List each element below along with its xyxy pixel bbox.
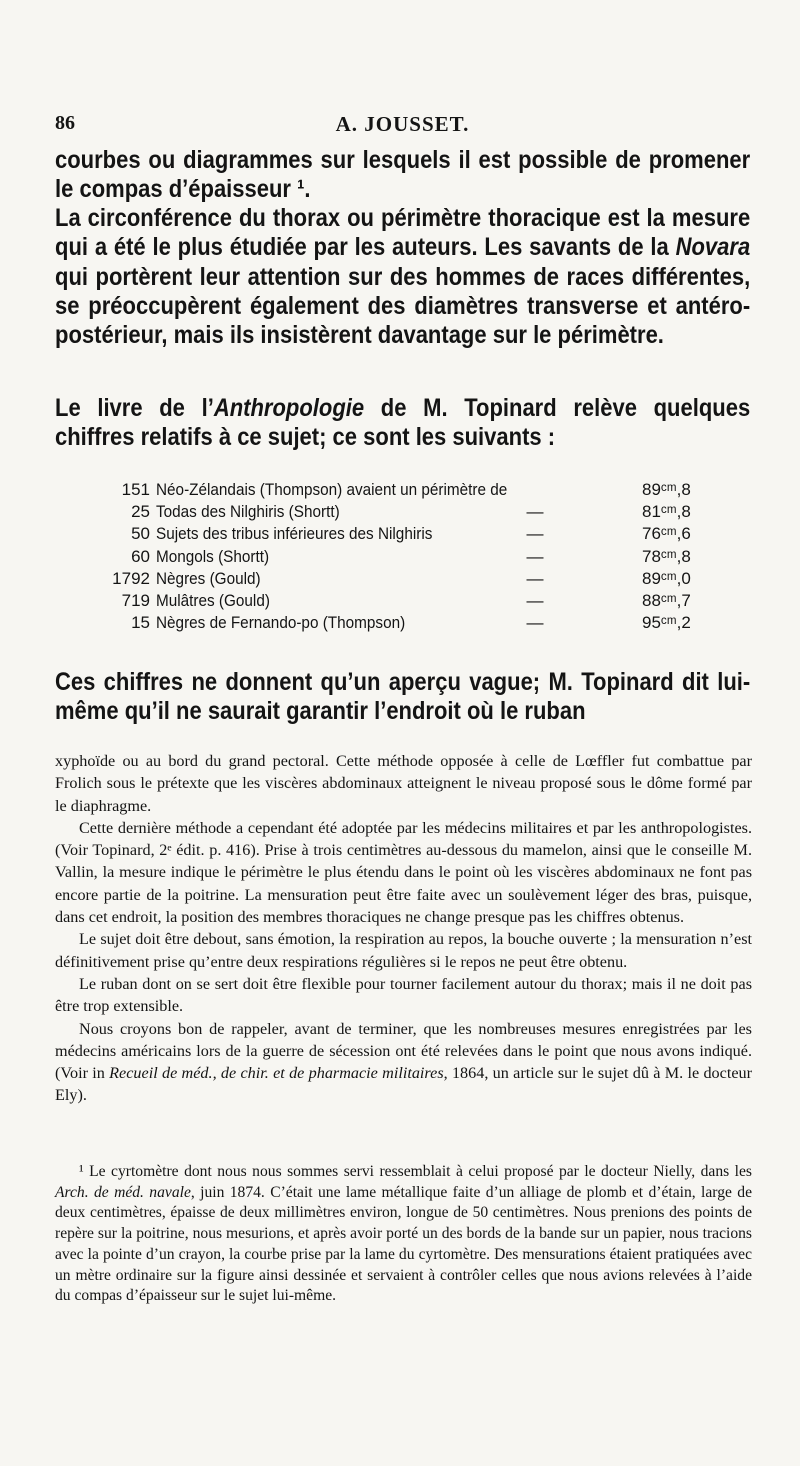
paragraph-2 [55, 204, 750, 350]
novara-italic: Novara [675, 233, 751, 262]
paragraph-3-start: Le livre de l’ [55, 394, 214, 422]
row-ditto: — [526, 502, 544, 522]
row-description: Mongols (Shortt) [156, 546, 270, 566]
small-paragraph-4: Le ruban dont on se sert doit être flexible pour tourner facilement autour du thorax; mais il ne doit pas être trop extensible. [55, 974, 752, 1016]
row-ditto: — [526, 568, 544, 588]
page-number: 86 [55, 112, 75, 134]
row-ditto: — [526, 590, 544, 610]
row-ditto: — [526, 524, 544, 544]
paragraph-1-text: courbes ou diagrammes sur lesquels il est possible de promener le compas d’épaisseur ¹. [55, 146, 751, 204]
row-value: 76ᶜᵐ,6 [642, 524, 691, 544]
row-ditto: — [526, 546, 544, 566]
small-paragraph-5-end: , 1864, un article sur le sujet dû à M. le docteur Ely). [55, 1064, 752, 1105]
table-row [100, 591, 720, 613]
row-count: 1792 [112, 568, 150, 588]
row-count: 719 [121, 590, 150, 610]
row-value: 78ᶜᵐ,8 [642, 546, 691, 566]
footnote [55, 1162, 752, 1307]
row-value: 88ᶜᵐ,7 [642, 590, 691, 610]
row-count: 15 [131, 613, 150, 633]
paragraph-4-text: Ces chiffres ne donnent qu’un aperçu vague; M. Topinard dit lui-même qu’il ne saurait garantir l’endroit où le ruban [55, 668, 751, 726]
row-count: 25 [131, 502, 150, 522]
row-description: Néo-Zélandais (Thompson) avaient un périmètre de [156, 480, 508, 499]
table-row [100, 502, 720, 524]
small-paragraph-1: xyphoïde ou au bord du grand pectoral. Cette méthode opposée à celle de Lœffler fut combattue par Frolich sous le prétexte que les viscères abdominaux atteignent le niveau proposé sous le dôme formé par le diaphragme. [55, 752, 752, 815]
table-row [100, 480, 720, 502]
row-description: Mulâtres (Gould) [156, 590, 270, 610]
row-count: 50 [131, 524, 150, 544]
paragraph-3 [55, 394, 750, 453]
paragraph-3-end: de M. Topinard relève quelques chiffres relatifs à ce sujet; ce sont les suivants : [55, 394, 751, 452]
row-description: Nègres de Fernando-po (Thompson) [156, 613, 406, 633]
table-row [100, 524, 720, 546]
arch-med-italic: Arch. de méd. navale [55, 1183, 191, 1201]
row-description: Todas des Nilghiris (Shortt) [156, 502, 340, 522]
row-count: 60 [131, 546, 150, 566]
row-value: 95ᶜᵐ,2 [642, 613, 691, 633]
row-ditto: — [526, 613, 544, 633]
anthropologie-italic: Anthropologie [213, 394, 365, 422]
paragraph-1 [55, 146, 750, 205]
small-paragraph-3: Le sujet doit être debout, sans émotion, la respiration au repos, la bouche ouverte ; la mensuration n’est définitivement prise qu’entre deux respirations régulières si le repos ne peut être obtenu. [55, 930, 752, 971]
running-title: A. JOUSSET. [335, 112, 470, 136]
row-description: Sujets des tribus inférieures des Nilghiris [156, 524, 433, 544]
small-paragraph-2: Cette dernière méthode a cependant été adoptée par les médecins militaires et par les anthropologistes. (Voir Topinard, 2ᵉ édit. p. 416). Prise à trois centimètres au-dessous du mamelon, ainsi que le conseille M. Vallin, la mesure indique le périmètre le plus étendu dans le point où les viscères abdominaux ne font pas encore partie de la poitrine. La mensuration peut être faite avec un soulèvement léger des bras, puisque, dans cet endroit, la position des membres thoraciques ne change presque pas les chiffres obtenus. [55, 818, 752, 927]
row-count: 151 [121, 480, 150, 499]
footnote-end: , juin 1874. C’était une lame métallique faite d’un alliage de plomb et d’étain, large de deux centimètres, épaisse de deux millimètres environ, longue de 50 centimètres. Nous prenions des points de repère sur la poitrine, nous mesurions, et après avoir porté un des bords de la bande sur un papier, nous tracions avec la pointe d’un crayon, la courbe prise par la lame du cyrtomètre. Des mensurations étaient pratiquées avec un mètre ordinaire sur la figure ainsi dessinée et servaient à contrôler celles que nous avions relevées à l’aide du compas d’épaisseur sur le sujet lui-même. [55, 1183, 752, 1305]
paragraph-4 [55, 668, 750, 727]
footnote-start: ¹ Le cyrtomètre dont nous nous sommes servi ressemblait à celui proposé par le docteur Nielly, dans les [79, 1163, 752, 1180]
table-row [100, 547, 720, 569]
small-text-block [55, 750, 752, 1107]
running-header [55, 112, 750, 142]
row-value: 89ᶜᵐ,8 [642, 480, 691, 499]
small-paragraph-5-start: Nous croyons bon de rappeler, avant de terminer, que les nombreuses mesures enregistrées par les médecins américains lors de la guerre de sécession ont été relevées dans le point que nous avons indiqué. (Voir in [55, 1019, 752, 1083]
paragraph-2-end: qui portèrent leur attention sur des hommes de races différentes, se préoccupèrent également des diamètres transverse et antéro-postérieur, mais ils insistèrent davantage sur le périmètre. [55, 262, 751, 350]
row-description: Nègres (Gould) [156, 568, 261, 588]
recueil-italic: Recueil de méd., de chir. et de pharmacie militaires [109, 1064, 444, 1083]
perimeter-table [100, 480, 720, 635]
row-value: 89ᶜᵐ,0 [642, 568, 691, 588]
row-value: 81ᶜᵐ,8 [642, 502, 691, 522]
small-paragraph-5 [55, 1018, 752, 1107]
table-row [100, 569, 720, 591]
paragraph-2-start: La circonférence du thorax ou périmètre thoracique est la mesure qui a été le plus étudiée par les auteurs. Les savants de la [55, 204, 751, 262]
table-row [100, 613, 720, 635]
